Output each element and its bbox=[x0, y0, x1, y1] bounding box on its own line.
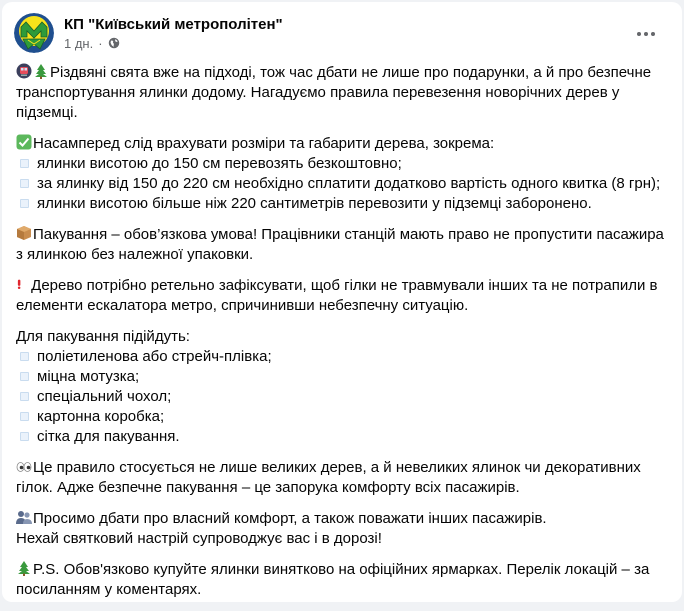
fixing-line-1 bbox=[16, 276, 672, 296]
package-icon bbox=[16, 225, 32, 241]
more-horizontal-icon bbox=[637, 32, 641, 36]
post-card bbox=[2, 2, 682, 602]
list-item-text: ялинки висотою до 150 см перевозять безкоштовно; bbox=[37, 155, 402, 172]
intro-text-2: транспортування ялинки додому. Нагадуємо правила перевезення новорічних дерев у bbox=[16, 84, 620, 101]
post-timestamp[interactable]: 1 дн. bbox=[64, 35, 94, 51]
materials-heading: Для пакування підійдуть: bbox=[16, 328, 190, 345]
bullet-icon bbox=[20, 159, 29, 168]
post-body bbox=[16, 63, 672, 611]
avatar[interactable] bbox=[14, 13, 54, 53]
fixing-text-1: Дерево потрібно ретельно зафіксувати, щоб гілки не травмували інших та не потрапили в bbox=[27, 277, 658, 294]
list-item bbox=[16, 427, 672, 447]
paragraph-comfort bbox=[16, 509, 672, 549]
page-name-link[interactable]: КП "Київський метрополітен" bbox=[64, 15, 283, 33]
paragraph-size-rules bbox=[16, 134, 672, 214]
exclamation-icon bbox=[16, 276, 26, 292]
people-icon bbox=[16, 509, 32, 525]
ps-text-1: P.S. Обов'язково купуйте ялинки винятково на офіційних ярмарках. Перелік локацій – за bbox=[33, 561, 650, 578]
size-rules-heading-text: Насамперед слід врахувати розміри та габарити дерева, зокрема: bbox=[33, 135, 495, 152]
eyes-icon bbox=[16, 458, 32, 474]
size-rules-heading bbox=[16, 134, 672, 154]
paragraph-intro bbox=[16, 63, 672, 123]
christmas-tree-icon bbox=[16, 560, 32, 576]
list-item bbox=[16, 174, 672, 194]
meta-separator: · bbox=[98, 35, 103, 51]
small-trees-line-1 bbox=[16, 458, 672, 478]
bullet-icon bbox=[20, 392, 29, 401]
ps-text-2: посиланням у коментарях. bbox=[16, 581, 202, 598]
comfort-text-2: Нехай святковий настрій супроводжує вас і в дорозі! bbox=[16, 530, 382, 547]
fixing-text-2: елементи ескалатора метро, спричинивши небезпечну ситуацію. bbox=[16, 297, 469, 314]
list-item bbox=[16, 367, 672, 387]
list-item-text: за ялинку від 150 до 220 см необхідно сплатити додатково вартість одного квитка (8 грн); bbox=[37, 175, 661, 192]
list-item bbox=[16, 347, 672, 367]
kyiv-metro-logo-icon bbox=[14, 13, 54, 53]
list-item-text: картонна коробка; bbox=[37, 408, 165, 425]
post-meta bbox=[64, 35, 283, 52]
list-item-text: міцна мотузка; bbox=[37, 368, 140, 385]
list-item bbox=[16, 194, 672, 214]
paragraph-materials bbox=[16, 327, 672, 447]
bullet-icon bbox=[20, 432, 29, 441]
packaging-text-2: з ялинкою без належної упаковки. bbox=[16, 246, 254, 263]
comfort-text-1: Просимо дбати про власний комфорт, а також поважати інших пасажирів. bbox=[33, 510, 547, 527]
ps-line-1 bbox=[16, 560, 672, 580]
packaging-text-1: Пакування – обов’язкова умова! Працівники станцій мають право не пропустити пасажира bbox=[33, 226, 664, 243]
list-item-text: сітка для пакування. bbox=[37, 428, 180, 445]
paragraph-packaging bbox=[16, 225, 672, 265]
christmas-tree-icon bbox=[33, 63, 49, 79]
bullet-icon bbox=[20, 412, 29, 421]
bullet-icon bbox=[20, 372, 29, 381]
list-item bbox=[16, 387, 672, 407]
more-options-button[interactable] bbox=[632, 24, 660, 44]
check-mark-icon bbox=[16, 134, 32, 150]
globe-icon[interactable] bbox=[108, 37, 120, 49]
more-dot bbox=[644, 32, 648, 36]
comfort-line-1 bbox=[16, 509, 672, 529]
bullet-icon bbox=[20, 179, 29, 188]
paragraph-ps bbox=[16, 560, 672, 600]
bullet-icon bbox=[20, 199, 29, 208]
metro-icon bbox=[16, 63, 32, 79]
intro-text-1: Різдвяні свята вже на підході, тож час дбати не лише про подарунки, а й про безпечне bbox=[50, 64, 652, 81]
small-trees-text-2: гілок. Адже безпечне пакування – це запорука комфорту всіх пасажирів. bbox=[16, 479, 520, 496]
small-trees-text-1: Це правило стосується не лише великих дерев, а й невеликих ялинок чи декоративних bbox=[33, 459, 641, 476]
paragraph-fixing bbox=[16, 276, 672, 316]
bullet-icon bbox=[20, 352, 29, 361]
list-item-text: ялинки висотою більше ніж 220 сантиметрів перевозити у підземці заборонено. bbox=[37, 195, 592, 212]
post-header bbox=[14, 12, 670, 54]
list-item bbox=[16, 154, 672, 174]
intro-text-3: підземці. bbox=[16, 104, 78, 121]
list-item-text: поліетиленова або стрейч-плівка; bbox=[37, 348, 272, 365]
more-dot bbox=[651, 32, 655, 36]
intro-line-1 bbox=[16, 63, 672, 83]
list-item-text: спеціальний чохол; bbox=[37, 388, 172, 405]
packaging-line-1 bbox=[16, 225, 672, 245]
paragraph-small-trees bbox=[16, 458, 672, 498]
list-item bbox=[16, 407, 672, 427]
